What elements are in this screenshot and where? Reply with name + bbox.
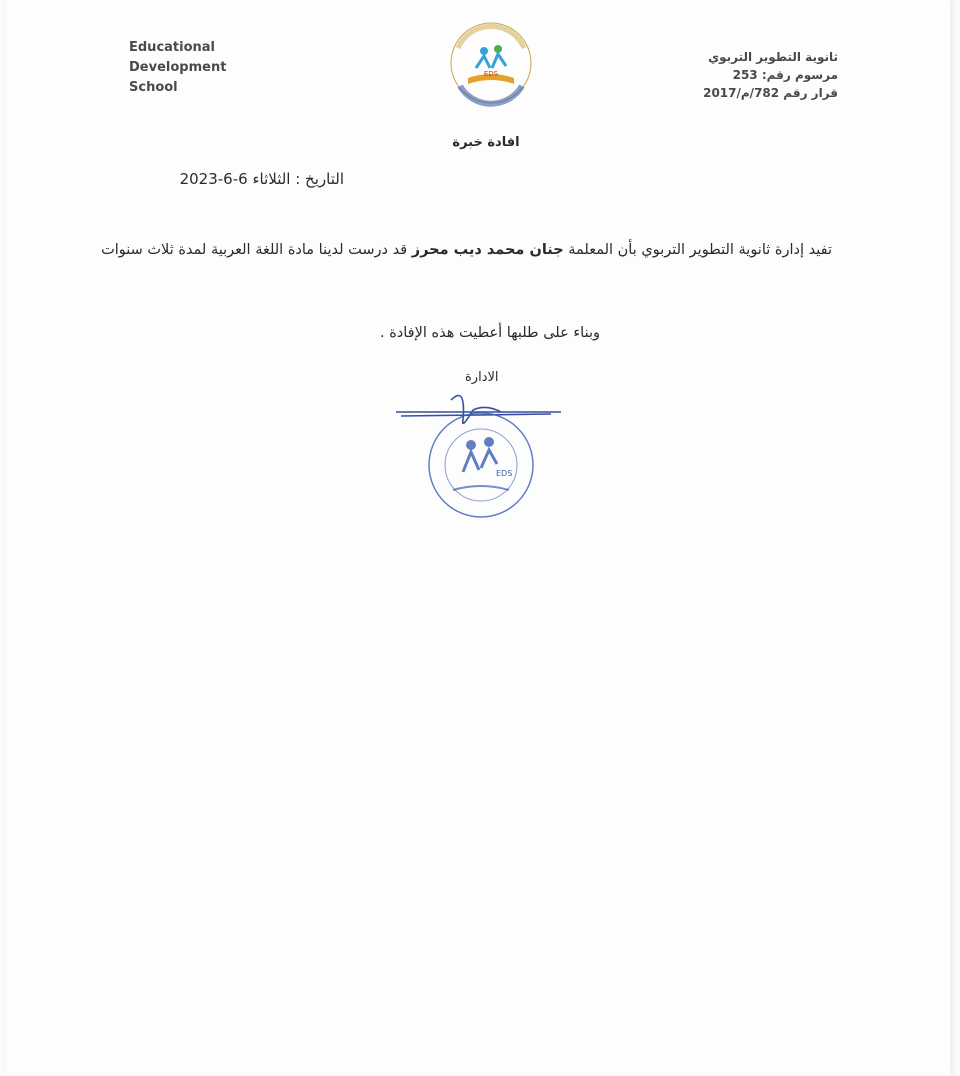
- decree-number: مرسوم رقم: 253: [732, 68, 838, 82]
- school-name-english: [129, 38, 226, 98]
- arabic-line: ثانوية التطوير التربوي: [708, 50, 838, 64]
- svg-text:EDS: EDS: [483, 70, 499, 78]
- body-text: قد درست لدينا مادة اللغة العربية لمدة ثلاث سنوات: [101, 242, 412, 258]
- school-name-arabic: [703, 48, 838, 102]
- svg-text:EDS: EDS: [496, 469, 513, 478]
- english-line: Development: [129, 60, 227, 75]
- document-title: افادة خبرة: [452, 135, 520, 150]
- signature-mark: [396, 396, 561, 424]
- body-text: تفيد إدارة ثانوية التطوير التربوي بأن المعلمة: [563, 242, 832, 258]
- document-date: التاريخ : الثلاثاء 6-6-2023: [179, 170, 344, 188]
- signature-label: الادارة: [465, 370, 499, 385]
- decision-number: قرار رقم 782/م/2017: [703, 86, 838, 100]
- school-logo: [446, 18, 536, 113]
- closing-text: وبناء على طلبها أعطيت هذه الإفادة .: [379, 325, 600, 341]
- school-stamp: [391, 390, 571, 535]
- english-line: School: [129, 80, 178, 95]
- teacher-name: جنان محمد ديب محرز: [411, 242, 564, 258]
- certificate-body: [101, 242, 832, 258]
- document-page: [6, 0, 950, 1076]
- english-line: Educational: [129, 40, 216, 55]
